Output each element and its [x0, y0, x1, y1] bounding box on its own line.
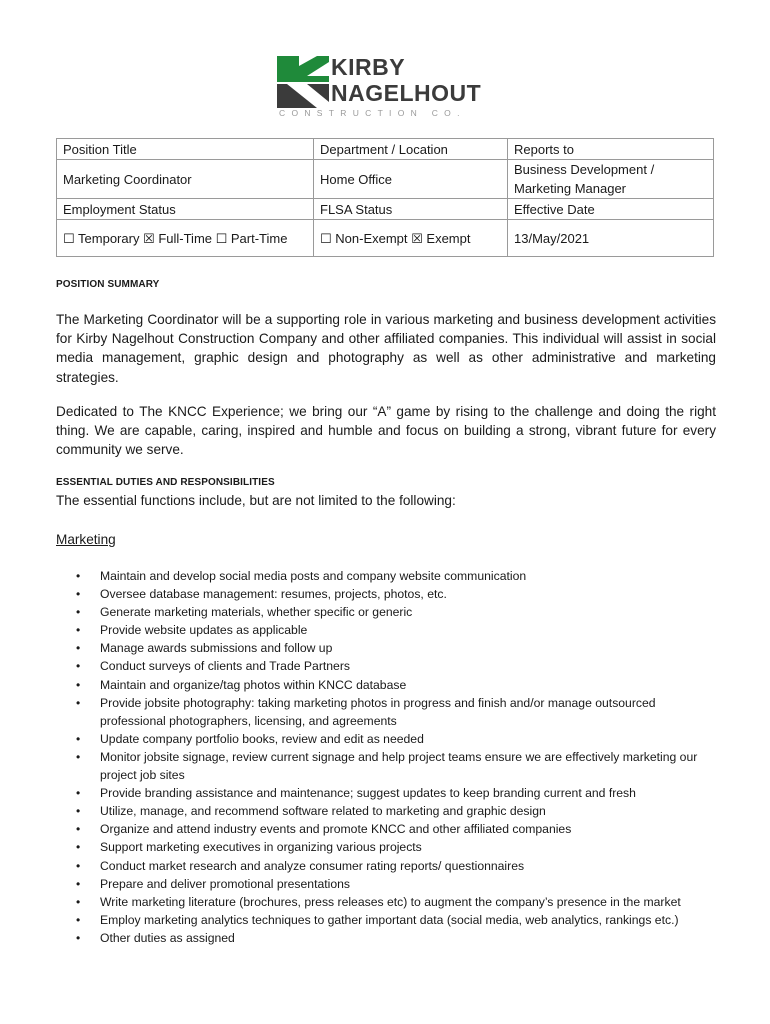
- list-item: • Conduct surveys of clients and Trade Partners: [56, 657, 716, 675]
- list-item: • Maintain and organize/tag photos within KNCC database: [56, 676, 716, 694]
- list-item: • Utilize, manage, and recommend software related to marketing and graphic design: [56, 802, 716, 820]
- table-header-row: [57, 139, 714, 160]
- list-item: • Prepare and deliver promotional presentations: [56, 875, 716, 893]
- list-item: • Organize and attend industry events and promote KNCC and other affiliated companies: [56, 820, 716, 838]
- list-item: • Provide branding assistance and maintenance; suggest updates to keep branding current and fresh: [56, 784, 716, 802]
- duties-list: [56, 567, 716, 947]
- position-summary-heading: POSITION SUMMARY: [56, 279, 160, 290]
- duties-heading: ESSENTIAL DUTIES AND RESPONSIBILITIES: [56, 477, 275, 488]
- value-reports-to: Business Development / Marketing Manager: [508, 160, 714, 199]
- list-item: • Monitor jobsite signage, review current signage and help project teams ensure we are effectively marketing our project job sites: [56, 748, 716, 784]
- value-department: Home Office: [314, 160, 508, 199]
- header-department: Department / Location: [314, 139, 508, 160]
- header-reports-to: Reports to: [508, 139, 714, 160]
- logo-word-nagelhout: NAGELHOUT: [331, 80, 482, 106]
- logo-mark-icon: [277, 56, 329, 108]
- list-item: • Provide website updates as applicable: [56, 621, 716, 639]
- position-info-table: [56, 138, 714, 257]
- table-row: [57, 160, 714, 199]
- duties-intro: The essential functions include, but are not limited to the following:: [56, 493, 456, 508]
- table-header-row: [57, 199, 714, 220]
- list-item: • Support marketing executives in organizing various projects: [56, 838, 716, 856]
- list-item: • Conduct market research and analyze consumer rating reports/ questionnaires: [56, 857, 716, 875]
- value-flsa-status: ☐ Non-Exempt ☒ Exempt: [314, 220, 508, 257]
- table-row: [57, 220, 714, 257]
- value-position-title: Marketing Coordinator: [57, 160, 314, 199]
- list-item: • Oversee database management: resumes, projects, photos, etc.: [56, 585, 716, 603]
- header-flsa-status: FLSA Status: [314, 199, 508, 220]
- list-item: • Generate marketing materials, whether specific or generic: [56, 603, 716, 621]
- header-effective-date: Effective Date: [508, 199, 714, 220]
- marketing-subheading: Marketing: [56, 532, 116, 547]
- logo-word-kirby: KIRBY: [331, 54, 406, 80]
- list-item: • Write marketing literature (brochures, press releases etc) to augment the company’s presence in the market: [56, 893, 716, 911]
- list-item: • Update company portfolio books, review and edit as needed: [56, 730, 716, 748]
- header-employment-status: Employment Status: [57, 199, 314, 220]
- list-item: • Provide jobsite photography: taking marketing photos in progress and finish and/or manage outsourced professional photographers, licensing, and agreements: [56, 694, 716, 730]
- value-employment-status: ☐ Temporary ☒ Full-Time ☐ Part-Time: [57, 220, 314, 257]
- company-logo: [277, 52, 497, 122]
- list-item: • Other duties as assigned: [56, 929, 716, 947]
- list-item: • Employ marketing analytics techniques to gather important data (social media, web analytics, rankings etc.): [56, 911, 716, 929]
- list-item: • Manage awards submissions and follow up: [56, 639, 716, 657]
- value-effective-date: 13/May/2021: [508, 220, 714, 257]
- summary-paragraph-2: Dedicated to The KNCC Experience; we bring our “A” game by rising to the challenge and doing the right thing. We are capable, caring, inspired and humble and focus on building a strong, vibrant future for every community we serve.: [56, 404, 716, 458]
- list-item: • Maintain and develop social media posts and company website communication: [56, 567, 716, 585]
- logo-tagline: CONSTRUCTION CO.: [279, 108, 466, 118]
- header-position-title: Position Title: [57, 139, 314, 160]
- summary-paragraph-1: The Marketing Coordinator will be a supporting role in various marketing and business development activities for Kirby Nagelhout Construction Company and other affiliated companies. This individual will assist in social media management, graphic design and photography as well as other administrative and marketing strategies.: [56, 312, 716, 385]
